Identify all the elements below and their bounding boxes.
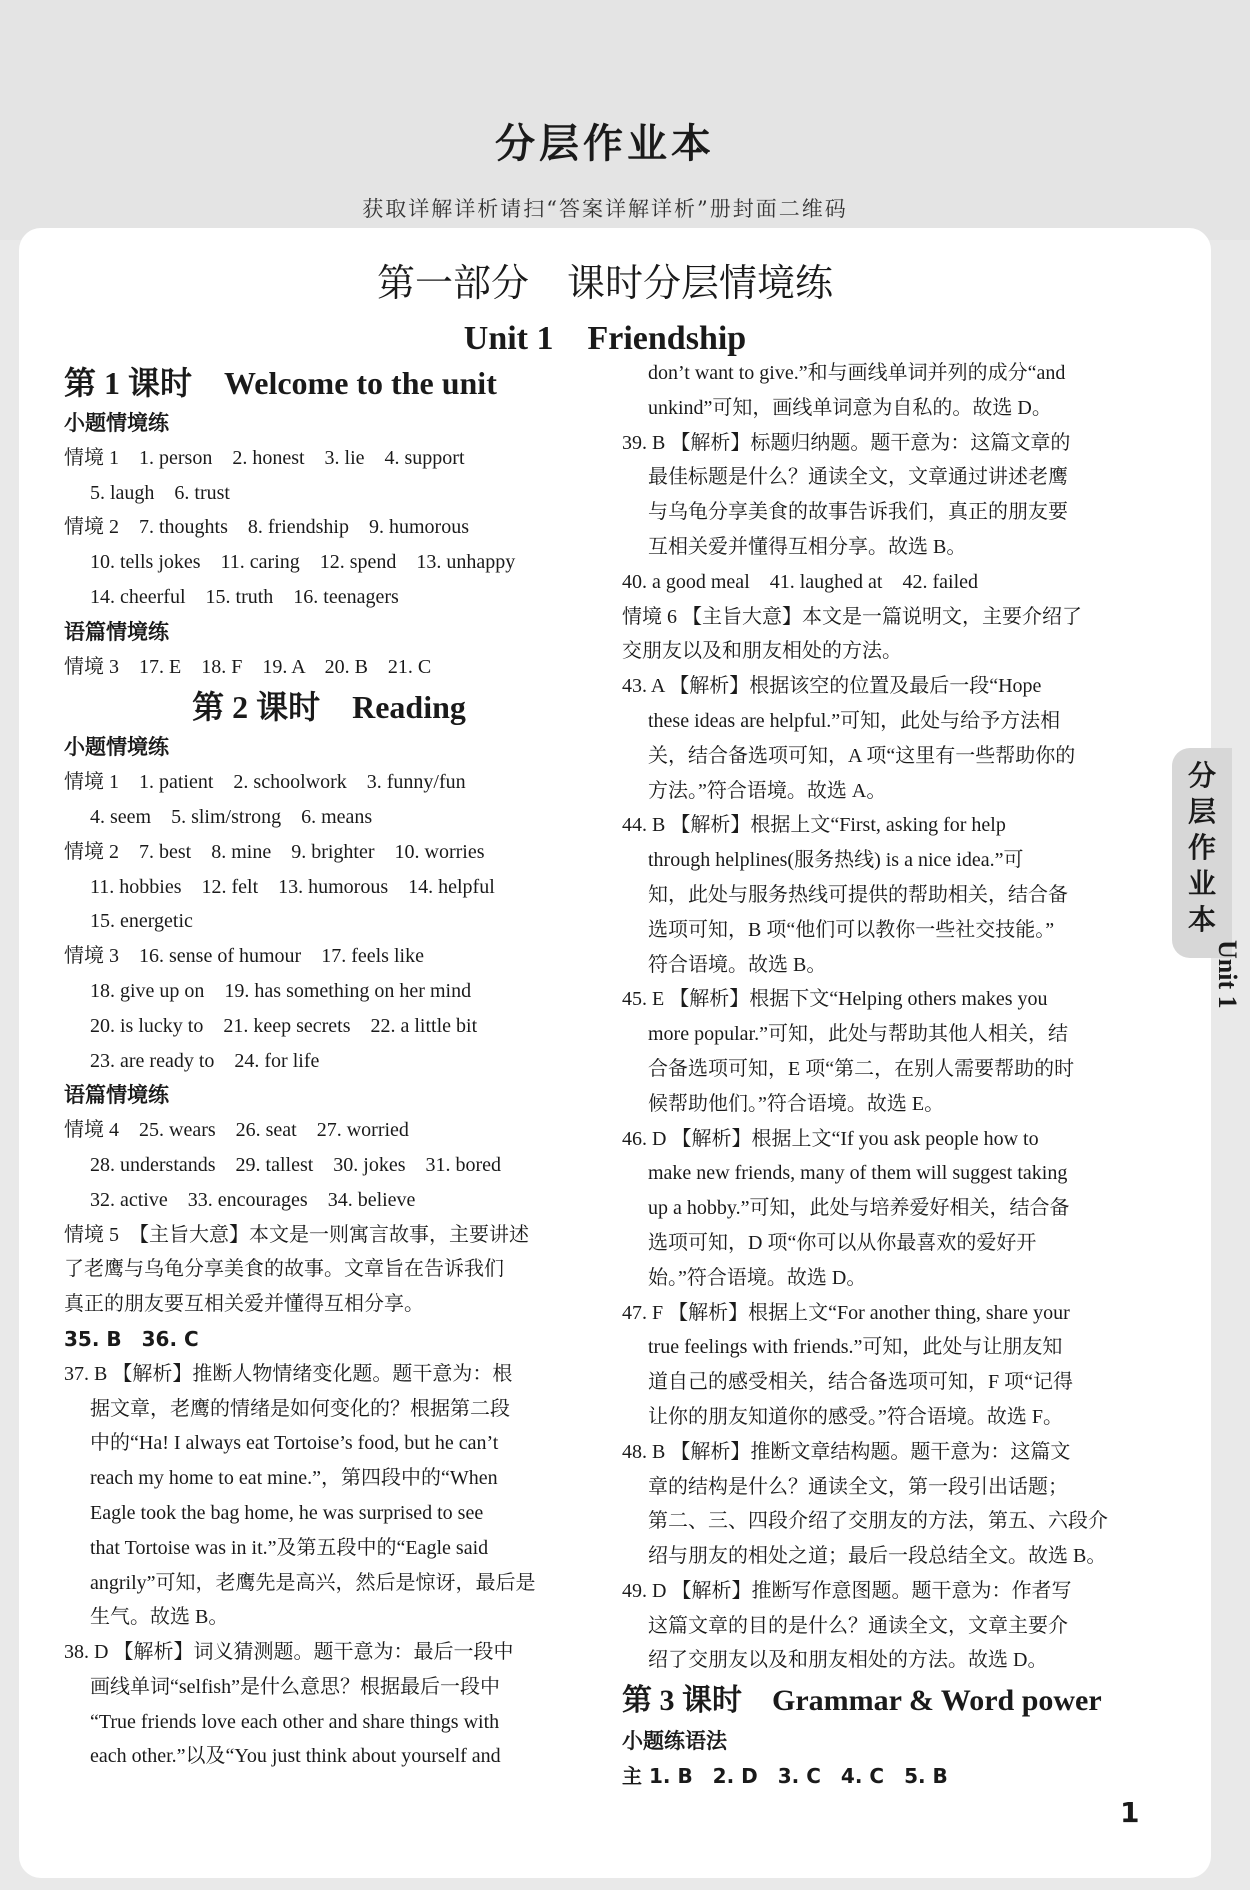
explanation-line: don’t want to give.”和与画线单词并列的成分“and [648,362,1066,384]
explanation-line: more popular.”可知，此处与帮助其他人相关，结 [648,1023,1068,1046]
explanation-line: through helplines(服务热线) is a nice idea.”可 [648,849,1024,872]
explanation-line: unkind”可知，画线单词意为自私的。故选 D。 [648,396,1052,419]
explanation-line: 47. F 【解析】根据上文“For another thing, share your [622,1301,1070,1324]
explanation-line: 第二、三、四段介绍了交朋友的方法，第五、六段介 [648,1510,1108,1533]
explanation-line: 关，结合备选项可知，A 项“这里有一些帮助你的 [648,744,1076,767]
answer-line: 14. cheerful 15. truth 16. teenagers [90,585,399,608]
explanation-line: 绍了交朋友以及和朋友相处的方法。故选 D。 [648,1649,1048,1672]
explanation-line: 据文章，老鹰的情绪是如何变化的？根据第二段 [90,1397,510,1420]
explanation-line: 46. D 【解析】根据上文“If you ask people how to [622,1127,1039,1150]
explanation-line: 43. A 【解析】根据该空的位置及最后一段“Hope [622,675,1042,698]
explanation-line: make new friends, many of them will suggest taking [648,1162,1068,1185]
explanation-line: each other.”以及“You just think about yourself and [90,1745,501,1768]
answer-line: 18. give up on 19. has something on her mind [90,979,472,1002]
answer-line: 15. energetic [90,910,193,933]
explanation-line: 让你的朋友知道你的感受。”符合语境。故选 F。 [648,1405,1063,1428]
section-label: 小题情境练 [64,735,169,760]
explanation-line: 绍与朋友的相处之道；最后一段总结全文。故选 B。 [648,1545,1107,1568]
explanation-line: 最佳标题是什么？通读全文，文章通过讲述老鹰 [648,466,1068,489]
section-label: 语篇情境练 [64,619,169,644]
right-column [622,356,1152,1794]
lesson-1-heading: 第 1 课时 Welcome to the unit [64,365,497,401]
explanation-line: 44. B 【解析】根据上文“First, asking for help [622,814,1006,837]
explanation-line: that Tortoise was in it.”及第五段中的“Eagle said [90,1536,489,1559]
answer-line: 情境 3 17. E 18. F 19. A 20. B 21. C [64,655,432,678]
explanation-line: 道自己的感受相关，结合备选项可知，F 项“记得 [648,1371,1073,1394]
answer-line: 真正的朋友要互相关爱并懂得互相分享。 [64,1293,424,1316]
answer-line: 35. B 36. C [64,1326,199,1351]
explanation-line: 交朋友以及和朋友相处的方法。 [622,640,902,663]
section-label: 语篇情境练 [64,1083,169,1108]
answer-line: 4. seem 5. slim/strong 6. means [90,805,373,828]
explanation-line: 选项可知，B 项“他们可以教你一些社交技能。” [648,918,1055,941]
lesson-2-heading: 第 2 课时 Reading [192,689,466,726]
explanation-line: 始。”符合语境。故选 D。 [648,1266,867,1289]
explanation-line: 37. B 【解析】推断人物情绪变化题。题干意为：根 [64,1362,513,1385]
answer-line: 情境 3 16. sense of humour 17. feels like [64,945,424,968]
explanation-line: Eagle took the bag home, he was surprised to see [90,1501,484,1524]
explanation-line: “True friends love each other and share things with [90,1710,500,1733]
answer-line: 23. are ready to 24. for life [90,1049,320,1072]
explanation-line: 候帮助他们。”符合语境。故选 E。 [648,1092,945,1115]
explanation-line: 选项可知，D 项“你可以从你最喜欢的爱好开 [648,1231,1037,1254]
section-label: 小题情境练 [64,411,169,435]
answer-line: 32. active 33. encourages 34. believe [90,1188,416,1211]
section-label: 小题练语法 [622,1729,727,1754]
answer-line: 40. a good meal 41. laughed at 42. failed [622,570,979,593]
explanation-line: 情境 6 【主旨大意】本文是一篇说明文，主要介绍了 [622,605,1082,628]
explanation-line: reach my home to eat mine.”，第四段中的“When [90,1467,498,1490]
lesson-3-heading: 第 3 课时 Grammar & Word power [622,1684,1102,1718]
explanation-line: 这篇文章的目的是什么？通读全文，文章主要介 [648,1614,1068,1637]
answer-line: 5. laugh 6. trust [90,481,230,504]
explanation-line: 与乌龟分享美食的故事告诉我们，真正的朋友要 [648,501,1068,524]
explanation-line: 合备选项可知，E 项“第二，在别人需要帮助的时 [648,1057,1075,1080]
answer-line: 情境 4 25. wears 26. seat 27. worried [64,1119,409,1142]
explanation-line: 画线单词“selfish”是什么意思？根据最后一段中 [90,1675,500,1698]
page-number: 1 [1120,1796,1140,1829]
answer-line: 主 1. B 2. D 3. C 4. C 5. B [622,1764,948,1789]
answer-line: 11. hobbies 12. felt 13. humorous 14. helpful [90,875,495,898]
explanation-line: 49. D 【解析】推断写作意图题。题干意为：作者写 [622,1579,1072,1602]
side-tab-label: 分层作业本 [1187,759,1216,936]
answer-line: 情境 1 1. patient 2. schoolwork 3. funny/fun [64,771,466,794]
side-tab-unit: Unit 1 [1213,940,1242,1009]
explanation-line: 互相关爱并懂得互相分享。故选 B。 [648,535,967,558]
answer-line: 了老鹰与乌龟分享美食的故事。文章旨在告诉我们 [64,1258,504,1281]
answer-line: 10. tells jokes 11. caring 12. spend 13. unhappy [90,551,516,574]
explanation-line: 45. E 【解析】根据下文“Helping others makes you [622,988,1048,1011]
workbook-title: 分层作业本 [495,121,715,167]
explanation-line: 知，此处与服务热线可提供的帮助相关，结合备 [648,883,1068,906]
explanation-line: 39. B 【解析】标题归纳题。题干意为：这篇文章的 [622,431,1071,454]
explanation-line: 方法。”符合语境。故选 A。 [648,779,887,802]
explanation-line: 章的结构是什么？通读全文，第一段引出话题； [648,1475,1068,1498]
explanation-line: angrily”可知，老鹰先是高兴，然后是惊讶，最后是 [90,1571,536,1594]
part-title: 第一部分 课时分层情境练 [376,261,833,305]
explanation-line: 中的“Ha! I always eat Tortoise’s food, but he can’t [90,1432,499,1455]
explanation-line: these ideas are helpful.”可知，此处与给予方法相 [648,709,1061,732]
answer-line: 20. is lucky to 21. keep secrets 22. a little bit [90,1014,478,1037]
answer-line: 情境 5 【主旨大意】本文是一则寓言故事，主要讲述 [64,1223,529,1246]
explanation-line: up a hobby.”可知，此处与培养爱好相关，结合备 [648,1197,1070,1220]
explanation-line: 符合语境。故选 B。 [648,953,827,976]
answer-line: 情境 2 7. thoughts 8. friendship 9. humorous [64,516,469,539]
explanation-line: 38. D 【解析】词义猜测题。题干意为：最后一段中 [64,1641,514,1664]
workbook-subtitle: 获取详解详析请扫“答案详解详析”册封面二维码 [362,197,848,221]
explanation-line: 生气。故选 B。 [90,1606,229,1629]
unit-title: Unit 1 Friendship [463,320,747,357]
answer-line: 情境 1 1. person 2. honest 3. lie 4. support [64,446,465,469]
explanation-line: 48. B 【解析】推断文章结构题。题干意为：这篇文 [622,1440,1071,1463]
answer-line: 情境 2 7. best 8. mine 9. brighter 10. worries [64,840,485,863]
left-column [64,360,594,1774]
explanation-line: true feelings with friends.”可知，此处与让朋友知 [648,1336,1063,1359]
answer-line: 28. understands 29. tallest 30. jokes 31. bored [90,1153,502,1176]
